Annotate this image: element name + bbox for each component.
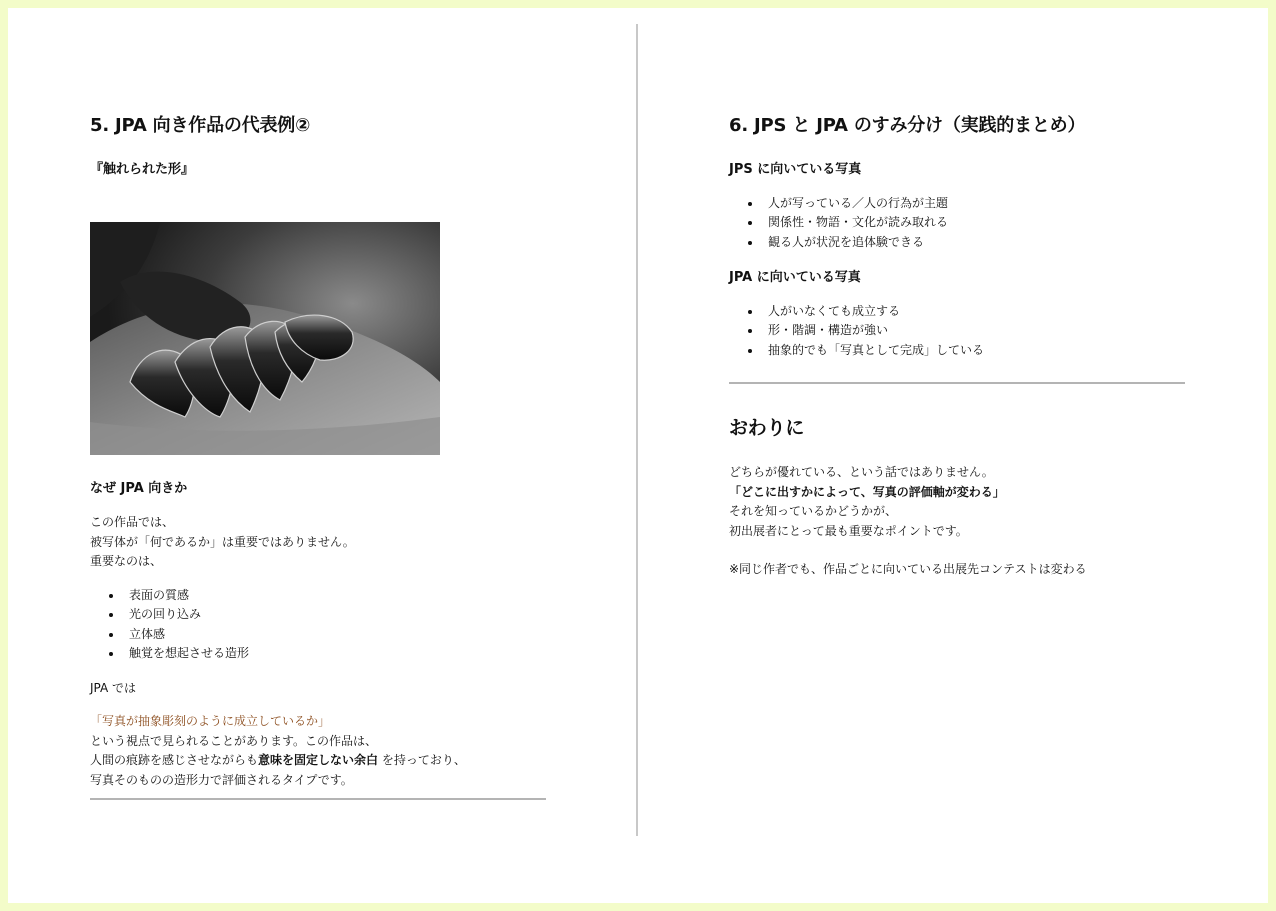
closing-heading: おわりに <box>729 417 805 439</box>
intro-line: この作品では、 <box>90 515 175 529</box>
intro-line: 重要なのは、 <box>90 554 163 568</box>
jps-heading: JPS に向いている写真 <box>729 162 862 177</box>
column-divider <box>636 24 638 836</box>
list-item: 人がいなくても成立する <box>768 302 984 321</box>
highlight-quote: 「写真が抽象彫刻のように成立しているか」 <box>90 714 331 728</box>
intro-line: 被写体が「何であるか」は重要ではありません。 <box>90 534 355 549</box>
document-page <box>8 8 1268 903</box>
closing-line: どちらが優れている、という話ではありません。 <box>729 465 994 479</box>
list-item: 形・階調・構造が強い <box>768 321 984 340</box>
why-jpa-heading: なぜ JPA 向きか <box>90 481 188 496</box>
section-heading-6: 6. JPS と JPA のすみ分け（実践的まとめ） <box>729 115 1086 136</box>
sculpture-photo <box>90 222 440 455</box>
list-item: 関係性・物語・文化が読み取れる <box>768 213 948 232</box>
body-text: 人間の痕跡を感じさせながらも <box>90 753 259 767</box>
jpa-heading: JPA に向いている写真 <box>729 270 861 285</box>
footnote: ※同じ作者でも、作品ごとに向いている出展先コンテストは変わる <box>729 562 1087 576</box>
body-line: という視点で見られることがあります。この作品は、 <box>90 733 378 748</box>
closing-line: 初出展者にとって最も重要なポイントです。 <box>729 523 968 538</box>
feature-list <box>90 586 249 664</box>
list-item: 光の回り込み <box>129 605 249 624</box>
body-line: 写真そのものの造形力で評価されるタイプです。 <box>90 772 353 787</box>
list-item: 人が写っている／人の行為が主題 <box>768 194 948 213</box>
list-item: 抽象的でも「写真として完成」している <box>768 341 984 360</box>
list-item: 触覚を想起させる造形 <box>129 644 249 663</box>
closing-emphasis: 「どこに出すかによって、写真の評価軸が変わる」 <box>729 484 1005 499</box>
horizontal-rule <box>729 382 1185 384</box>
closing-line: それを知っているかどうかが、 <box>729 504 898 518</box>
list-item: 表面の質感 <box>129 586 249 605</box>
body-text: を持っており、 <box>378 753 466 767</box>
list-item: 観る人が状況を追体験できる <box>768 233 948 252</box>
jpa-list <box>729 302 984 360</box>
list-item: 立体感 <box>129 625 249 644</box>
emphasis-text: 意味を固定しない余白 <box>258 753 379 767</box>
jpa-line: JPA では <box>90 681 137 695</box>
work-title: 『触れられた形』 <box>90 162 195 177</box>
section-heading-5: 5. JPA 向き作品の代表例② <box>90 115 311 136</box>
jps-list <box>729 194 948 252</box>
horizontal-rule <box>90 798 546 800</box>
body-line <box>90 751 466 770</box>
